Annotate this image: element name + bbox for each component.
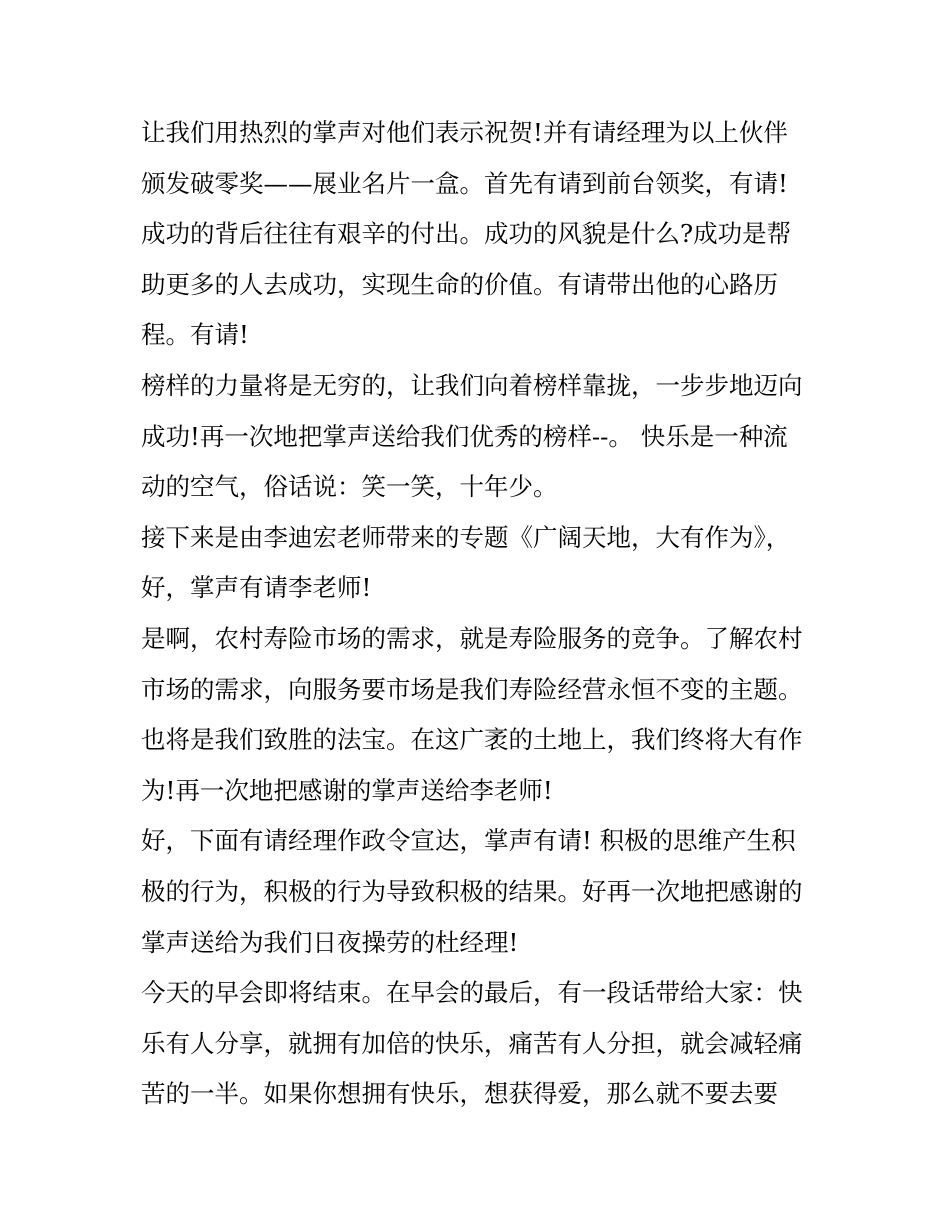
text-line: 成功!再一次地把掌声送给我们优秀的榜样--。 快乐是一种流 xyxy=(141,421,788,451)
text-line: 颁发破零奖——展业名片一盒。首先有请到前台领奖，有请! xyxy=(141,168,788,198)
text-line: 让我们用热烈的掌声对他们表示祝贺!并有请经理为以上伙伴 xyxy=(141,118,788,147)
text-line: 好，下面有请经理作政令宣达，掌声有请! 积极的思维产生积 xyxy=(141,826,796,856)
text-line: 今天的早会即将结束。在早会的最后，有一段话带给大家：快 xyxy=(141,978,803,1008)
text-line: 助更多的人去成功，实现生命的价值。有请带出他的心路历 xyxy=(141,269,778,299)
text-line: 榜样的力量将是无穷的，让我们向着榜样靠拢，一步步地迈向 xyxy=(141,370,803,400)
text-line: 成功的背后往往有艰辛的付出。成功的风貌是什么?成功是帮 xyxy=(141,219,792,249)
text-line: 市场的需求，向服务要市场是我们寿险经营永恒不变的主题。 xyxy=(141,674,803,704)
text-line: 掌声送给为我们日夜操劳的杜经理! xyxy=(141,927,519,957)
text-line: 动的空气，俗话说：笑一笑，十年少。 xyxy=(141,472,558,502)
body-text xyxy=(141,108,821,1120)
text-line: 好，掌声有请李老师! xyxy=(141,573,372,603)
text-line: 是啊，农村寿险市场的需求，就是寿险服务的竞争。了解农村 xyxy=(141,623,803,653)
text-line: 苦的一半。如果你想拥有快乐，想获得爱，那么就不要去要 xyxy=(141,1079,778,1109)
text-line: 程。有请! xyxy=(141,320,249,350)
text-line: 也将是我们致胜的法宝。在这广袤的土地上，我们终将大有作 xyxy=(141,725,803,755)
text-line: 接下来是由李迪宏老师带来的专题《广阔天地，大有作为》， xyxy=(141,522,791,552)
text-line: 为!再一次地把感谢的掌声送给李老师! xyxy=(141,775,553,805)
text-line: 乐有人分享，就拥有加倍的快乐，痛苦有人分担，就会减轻痛 xyxy=(141,1028,803,1058)
text-line: 极的行为，积极的行为导致积极的结果。好再一次地把感谢的 xyxy=(141,876,803,906)
